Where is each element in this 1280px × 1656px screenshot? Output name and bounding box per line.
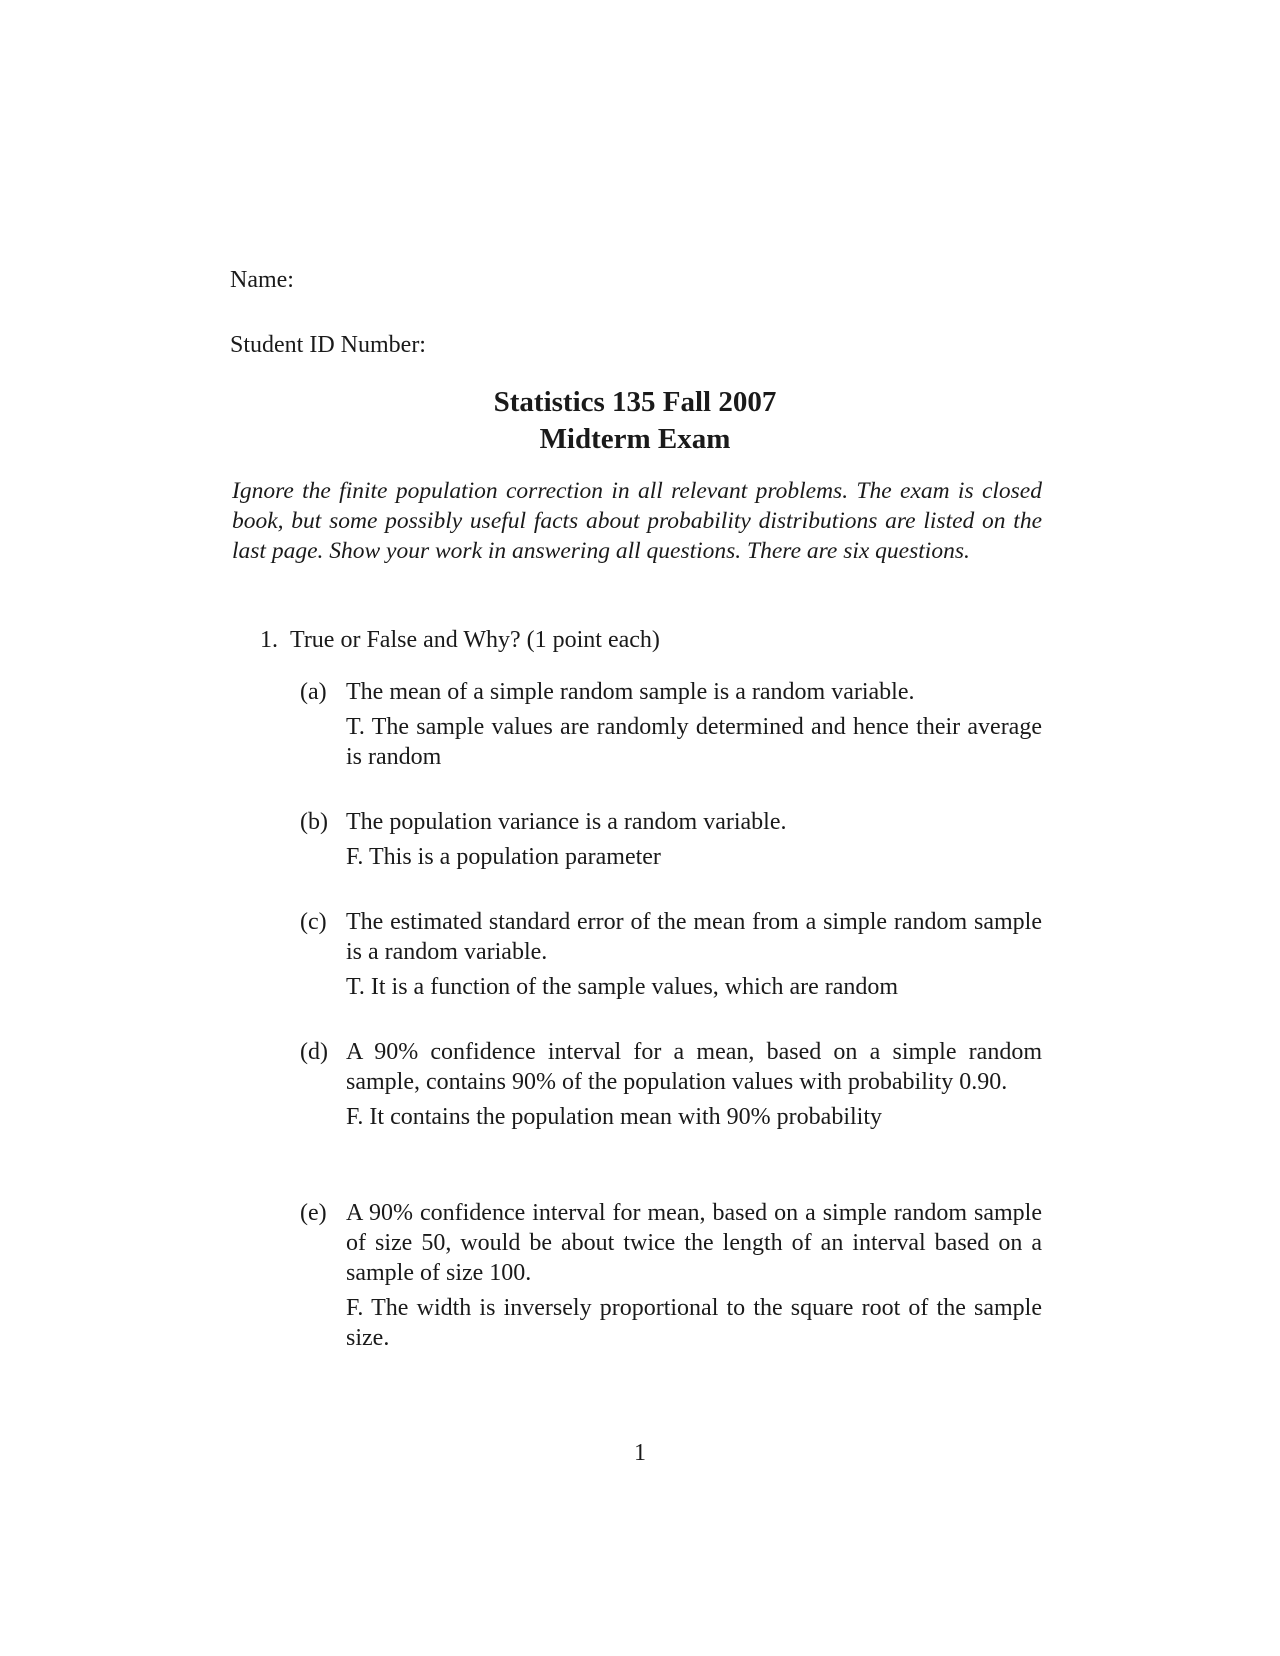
name-field-label: Name: [230,267,294,293]
item-label: (e) [300,1200,327,1226]
exam-title-name: Midterm Exam [539,423,731,455]
item-label: (c) [300,909,327,935]
item-label: (d) [300,1039,328,1065]
question-item-a [300,677,1042,772]
item-statement: A 90% confidence interval for a mean, based on a simple random sample, contains 90% of the population values with probability 0.90. [346,1039,1042,1095]
page-number: 1 [634,1440,646,1466]
item-statement: The estimated standard error of the mean from a simple random sample is a random variable. [346,909,1042,965]
item-statement: The mean of a simple random sample is a random variable. [346,679,915,705]
student-id-field-label: Student ID Number: [230,332,426,358]
question-item-c [300,907,1042,1002]
exam-title-course: Statistics 135 Fall 2007 [493,386,777,418]
question-heading-text: True or False and Why? (1 point each) [290,627,660,653]
item-statement: A 90% confidence interval for mean, based on a simple random sample of size 50, would be about twice the length of an interval based on a sample of size 100. [346,1200,1042,1286]
question-item-d [300,1037,1042,1132]
question-item-b [300,807,1042,872]
question-number: 1. [260,627,278,653]
item-label: (b) [300,809,328,835]
item-label: (a) [300,679,327,705]
exam-instructions: Ignore the finite population correction in all relevant problems. The exam is closed book, but some possibly useful facts about probability distributions are listed on the last page. Show your work in answering all questions. There are six questions. [232,478,1042,564]
item-statement: The population variance is a random variable. [346,809,787,835]
item-answer: F. It contains the population mean with 90% probability [346,1104,882,1130]
question-item-e [300,1198,1042,1353]
item-answer: F. The width is inversely proportional to the square root of the sample size. [346,1295,1042,1351]
item-answer: F. This is a population parameter [346,844,661,870]
question-1-heading [260,625,660,655]
item-answer: T. The sample values are randomly determined and hence their average is random [346,714,1042,770]
item-answer: T. It is a function of the sample values, which are random [346,974,899,1000]
